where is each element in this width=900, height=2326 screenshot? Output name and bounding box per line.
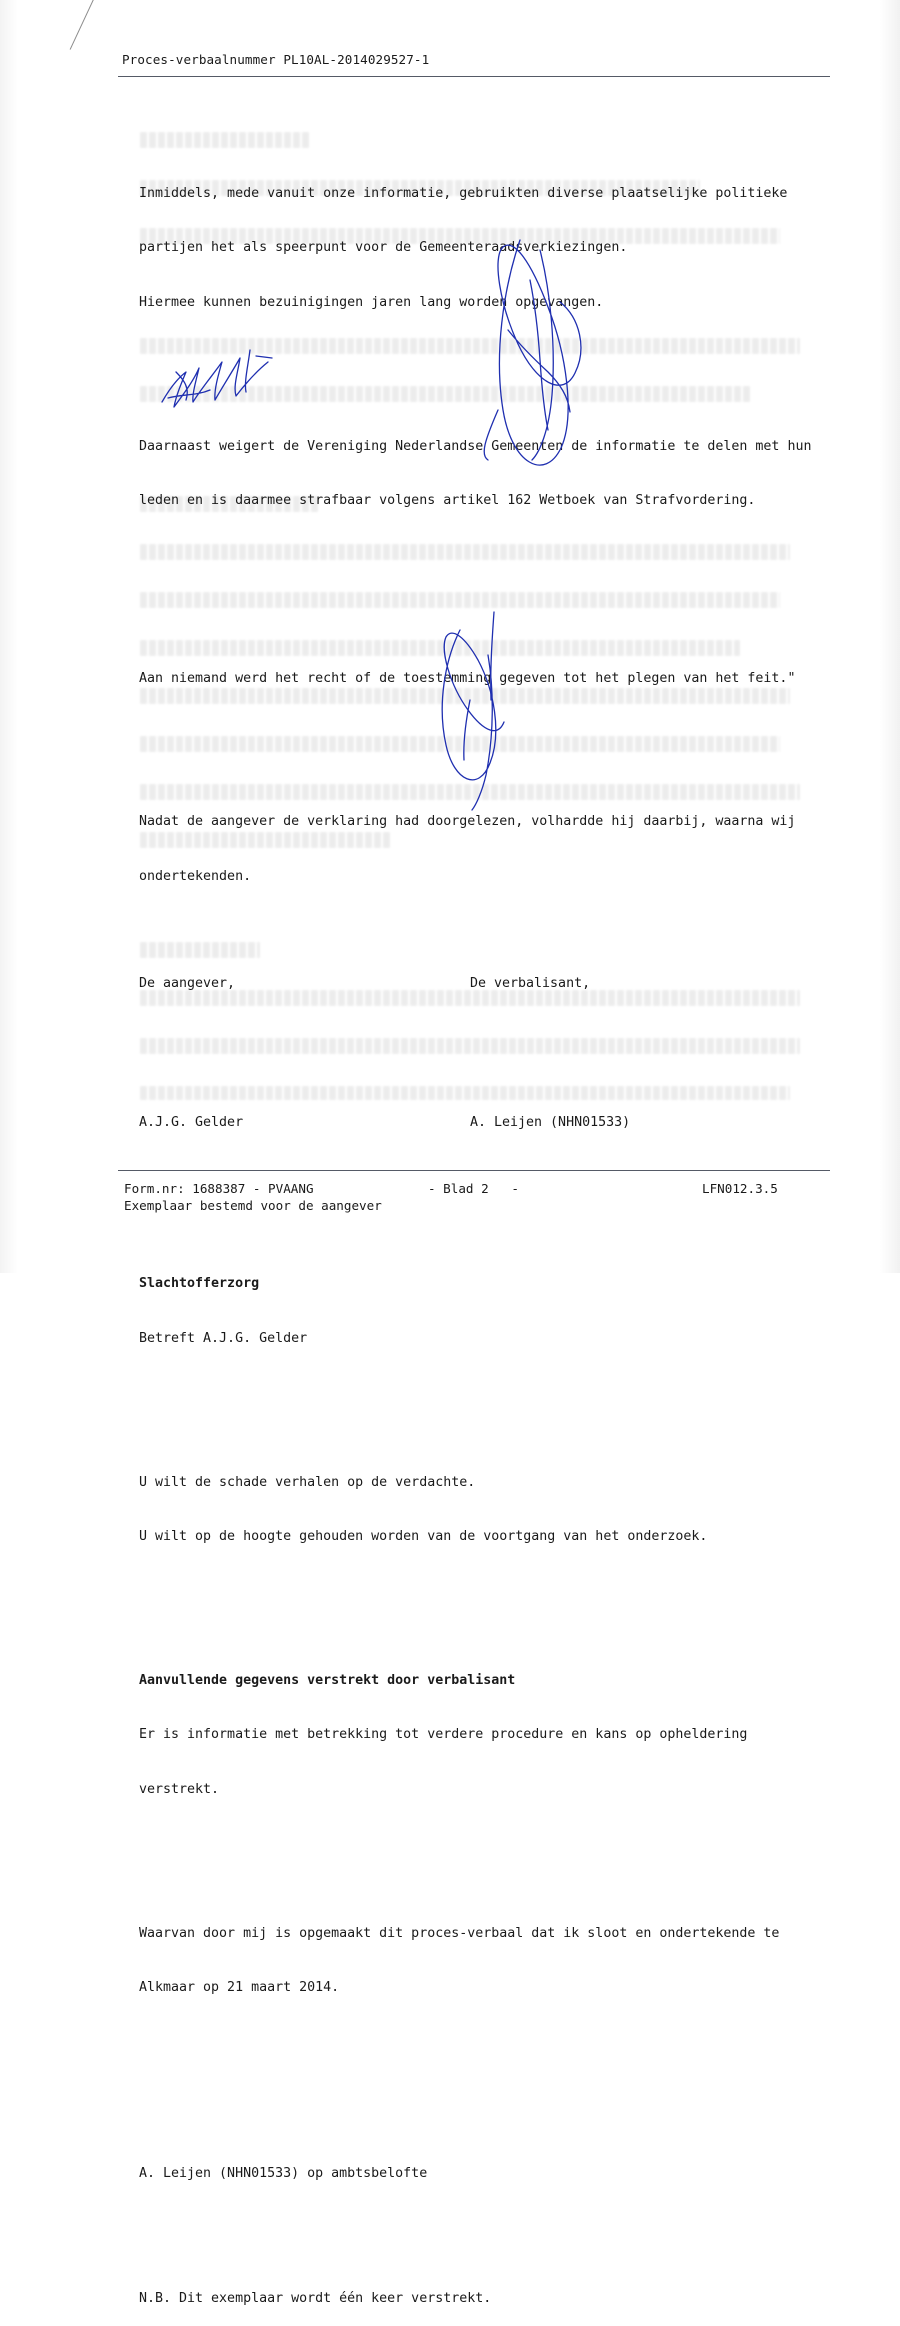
declarant-role: De aangever, <box>139 976 236 992</box>
text-line: Daarnaast weigert de Vereniging Nederlandse Gemeenten de informatie te delen met hun <box>139 438 812 454</box>
section-additional-info <box>139 1635 819 1835</box>
text-line: Hiermee kunnen bezuinigingen jaren lang worden opgevangen. <box>139 295 604 311</box>
text-line: ondertekenden. <box>139 869 252 885</box>
paragraph-no-consent <box>139 633 819 724</box>
document-body <box>139 112 819 2326</box>
section-heading: Slachtofferzorg <box>139 1276 260 1292</box>
victim-wishes <box>139 1437 819 1583</box>
section-victim-care <box>139 1239 819 1385</box>
declarant-name: A.J.G. Gelder <box>139 1115 244 1131</box>
paragraph-information <box>139 148 819 348</box>
officer-name: A. Leijen (NHN01533) <box>470 1115 631 1131</box>
signature-roles <box>139 975 819 993</box>
text-line: Waarvan door mij is opgemaakt dit proces-verbaal dat ik sloot en ondertekende te <box>139 1925 780 1941</box>
paragraph-vng <box>139 401 819 547</box>
text-line: Er is informatie met betrekking tot verdere procedure en kans op opheldering <box>139 1727 748 1743</box>
section-heading: Aanvullende gegevens verstrekt door verbalisant <box>139 1672 516 1688</box>
paragraph-read-statement <box>139 777 819 923</box>
proces-verbaal-number: Proces-verbaalnummer PL10AL-2014029527-1 <box>122 52 430 67</box>
header-rule <box>118 76 830 77</box>
text-line: verstrekt. <box>139 1781 220 1797</box>
text-line: Aan niemand werd het recht of de toestemming gegeven tot het plegen van het feit." <box>139 670 796 686</box>
paragraph-closing <box>139 1888 819 2034</box>
text-line: Inmiddels, mede vanuit onze informatie, gebruikten diverse plaatselijke politieke <box>139 185 788 201</box>
text-line: U wilt de schade verhalen op de verdachte. <box>139 1474 476 1490</box>
copy-note: N.B. Dit exemplaar wordt één keer verstrekt. <box>139 2290 492 2306</box>
text-line: Betreft A.J.G. Gelder <box>139 1330 308 1346</box>
text-line: leden en is daarmee strafbaar volgens artikel 162 Wetboek van Strafvordering. <box>139 493 756 509</box>
text-line: Nadat de aangever de verklaring had doorgelezen, volhardde hij daarbij, waarna wij <box>139 814 796 830</box>
form-number: Form.nr: 1688387 - PVAANG <box>124 1181 314 1196</box>
copy-destination: Exemplaar bestemd voor de aangever <box>124 1197 382 1213</box>
page-number: - Blad 2 - <box>428 1181 519 1196</box>
oath-line: A. Leijen (NHN01533) op ambtsbelofte <box>139 2165 428 2181</box>
footer-rule <box>118 1170 830 1171</box>
text-line: Alkmaar op 21 maart 2014. <box>139 1980 340 1996</box>
footer-left <box>124 1181 382 1214</box>
signature-names <box>139 1114 819 1132</box>
officer-role: De verbalisant, <box>470 976 591 992</box>
text-line: partijen het als speerpunt voor de Gemeenteraadsverkiezingen. <box>139 240 628 256</box>
form-code: LFN012.3.5 <box>702 1181 778 1196</box>
text-line: U wilt op de hoogte gehouden worden van de voortgang van het onderzoek. <box>139 1529 708 1545</box>
